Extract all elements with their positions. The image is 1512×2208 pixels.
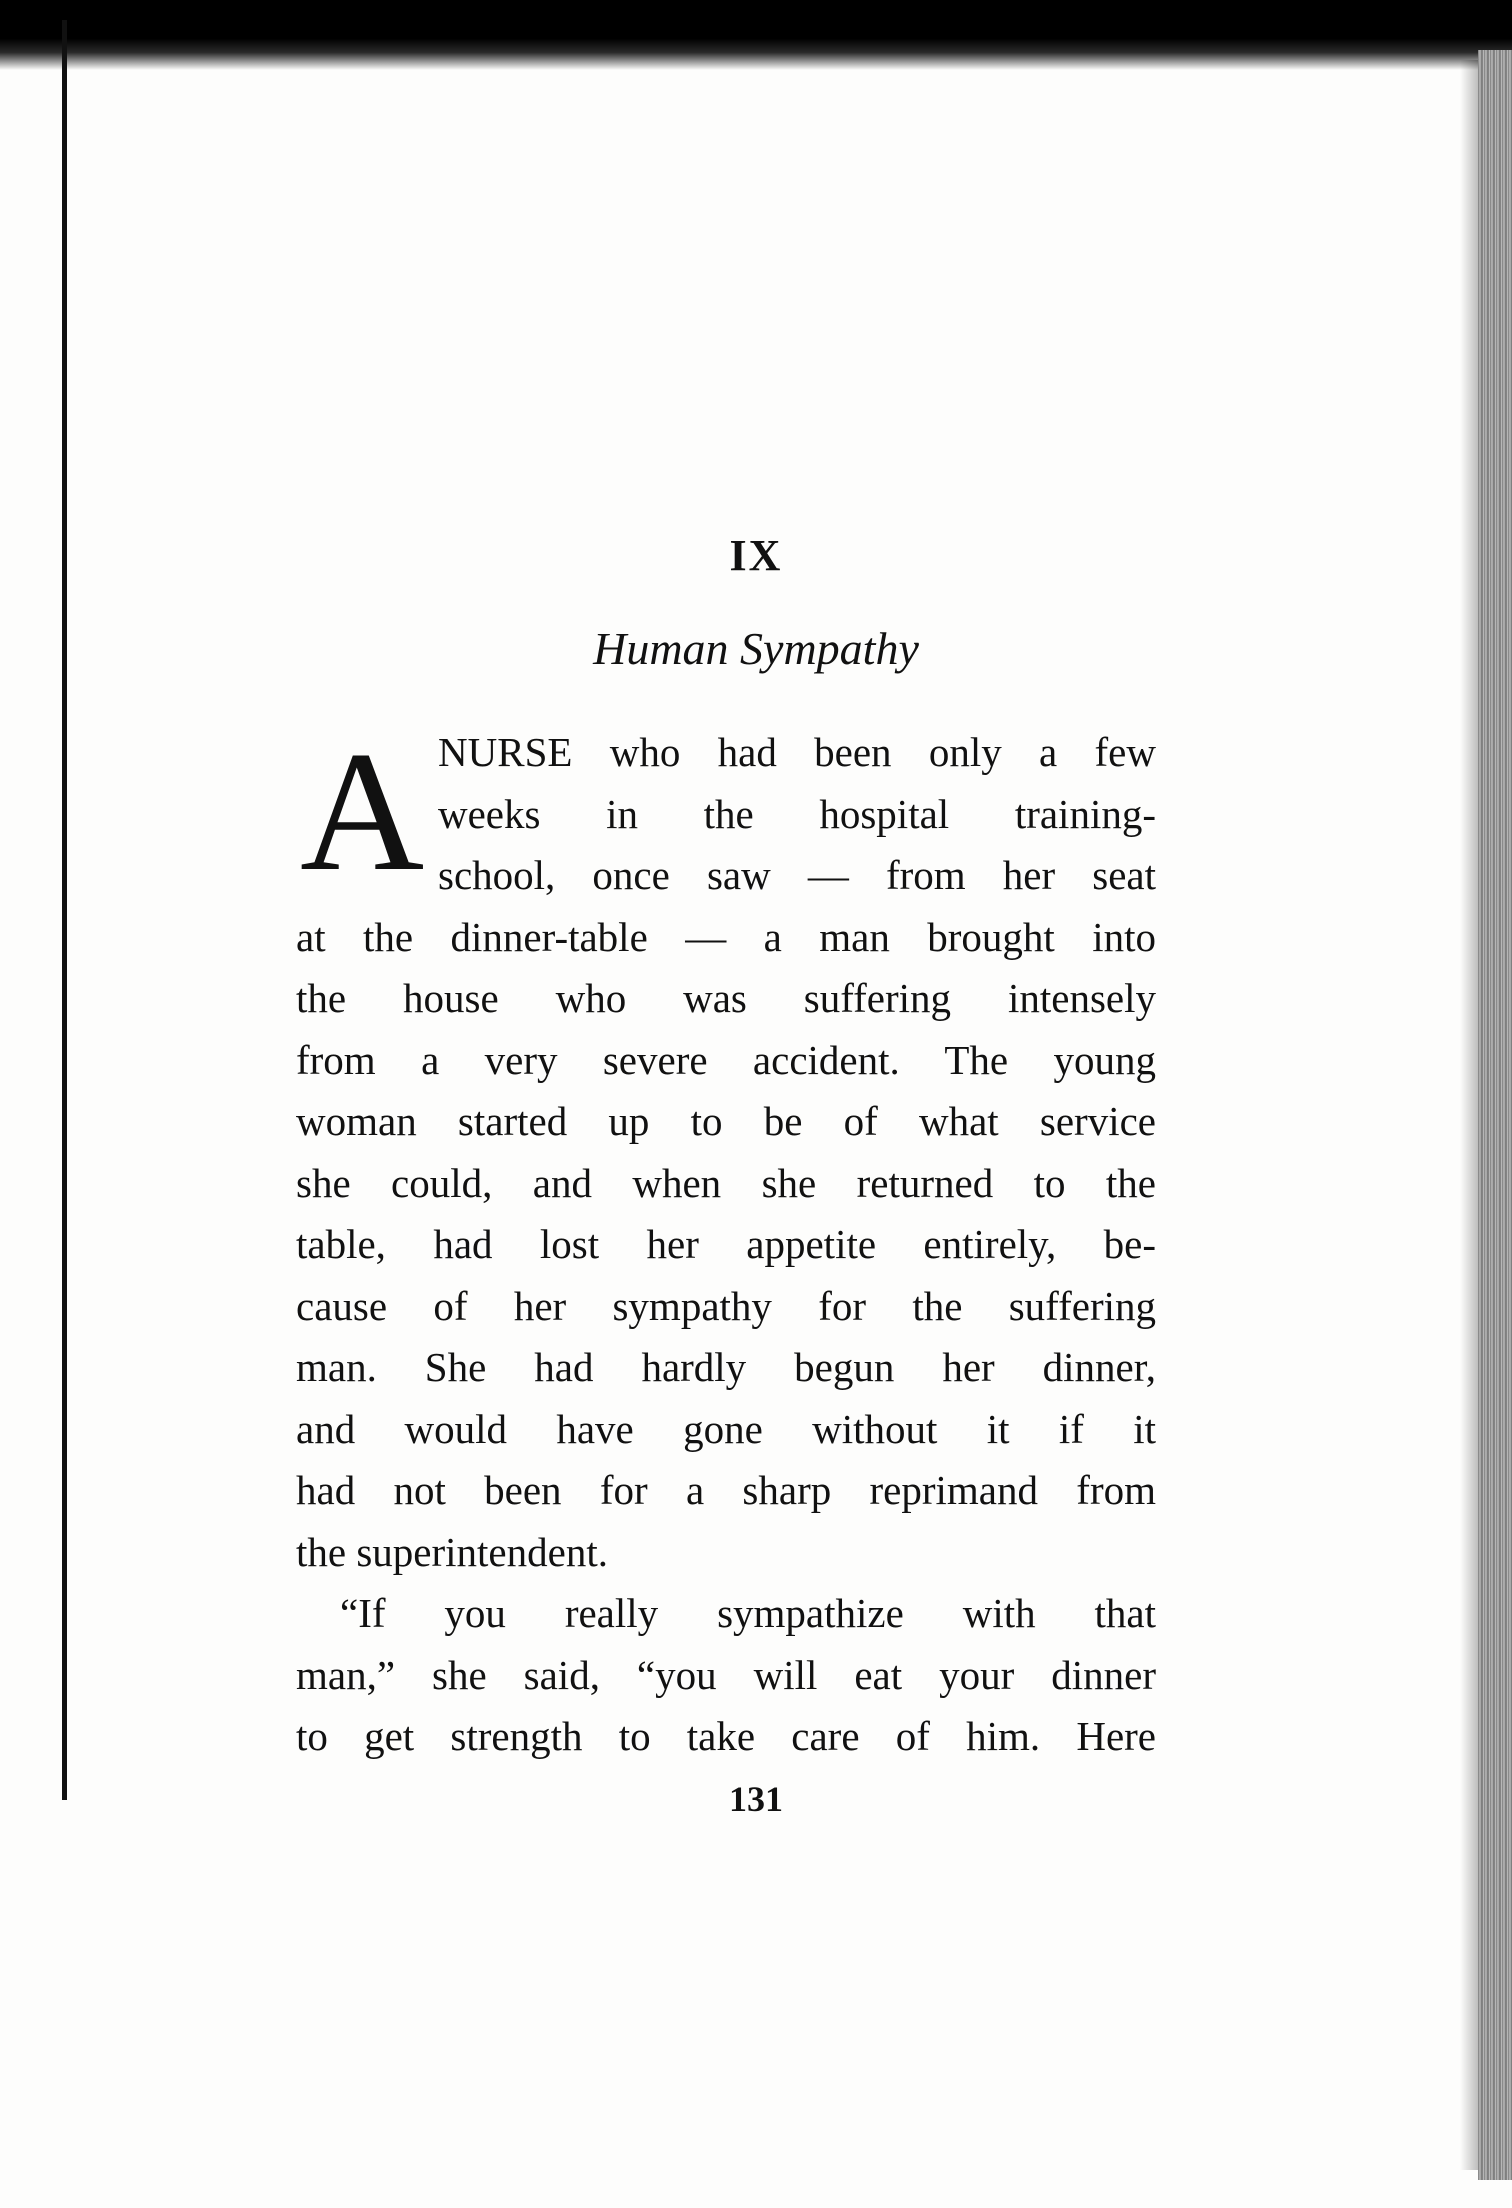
- text-line: cause of her sympathy for the suffering: [296, 1282, 1156, 1329]
- text-line: to get strength to take care of him. Here: [296, 1713, 1156, 1759]
- chapter-title: Human Sympathy: [593, 623, 919, 674]
- text-line: at the dinner-table — a man brought into: [296, 913, 1156, 960]
- text-line: man,” she said, “you will eat your dinner: [296, 1651, 1156, 1698]
- text-line: table, had lost her appetite entirely, be-: [296, 1221, 1156, 1267]
- text-line: school, once saw — from her seat: [438, 852, 1156, 898]
- chapter-number: IX: [729, 531, 783, 580]
- text-line: weeks in the hospital training-: [438, 790, 1156, 837]
- text-line: NURSE who had been only a few: [438, 729, 1156, 775]
- page-number: 131: [729, 1779, 783, 1819]
- text-line: man. She had hardly begun her dinner,: [296, 1344, 1156, 1390]
- text-line: she could, and when she returned to the: [296, 1159, 1156, 1206]
- drop-cap: A: [300, 717, 425, 907]
- scanner-shadow: [0, 0, 1512, 70]
- text-line: from a very severe accident. The young: [296, 1036, 1156, 1083]
- body-text: [296, 717, 1156, 1768]
- text-line: the superintendent.: [296, 1528, 608, 1575]
- text-line: “If you really sympathize with that: [340, 1590, 1156, 1636]
- text-line: and would have gone without it if it: [296, 1405, 1156, 1452]
- page-fore-edge: [1478, 50, 1512, 2180]
- text-line: had not been for a sharp reprimand from: [296, 1467, 1156, 1513]
- text-line: woman started up to be of what service: [296, 1098, 1156, 1144]
- binding-edge: [62, 20, 67, 1800]
- fore-edge-shadow: [1460, 60, 1478, 2170]
- text-line: the house who was suffering intensely: [296, 975, 1156, 1021]
